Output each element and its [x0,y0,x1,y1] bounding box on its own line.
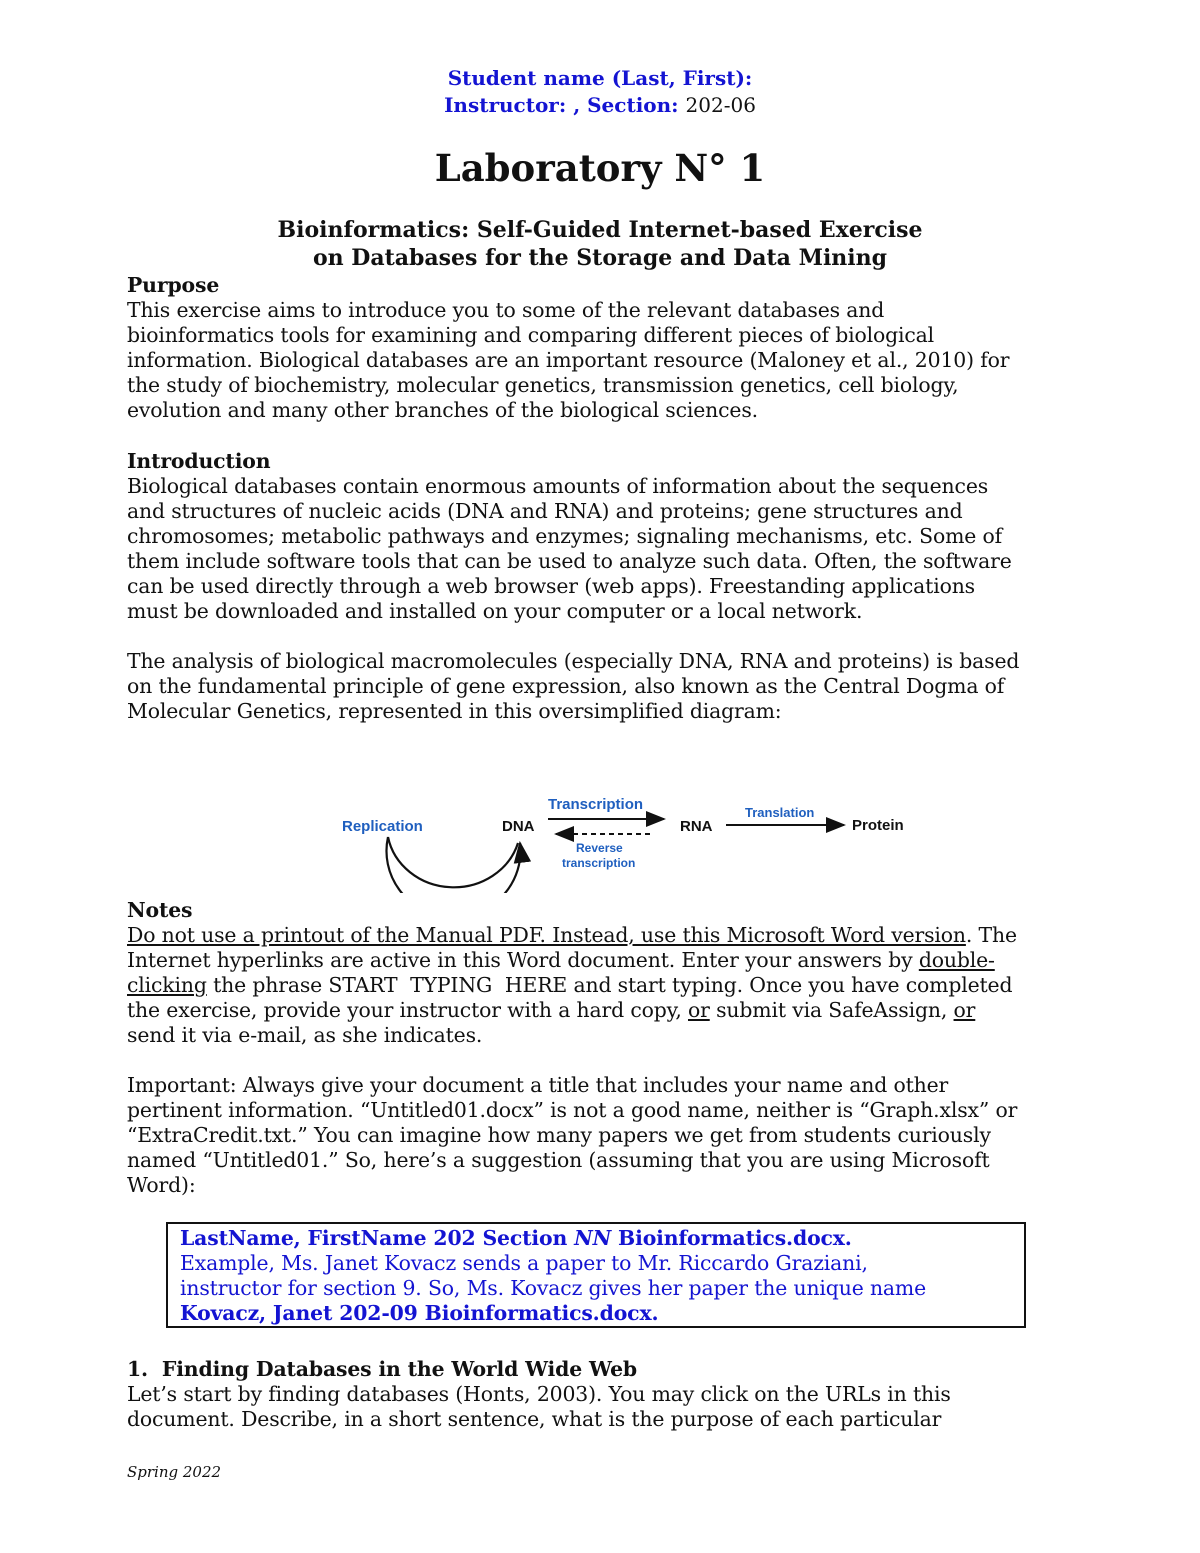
subtitle-line-1: Bioinformatics: Self-Guided Internet-based Exercise [277,217,923,243]
important-line: “ExtraCredit.txt.” You can imagine how many papers we get from students curiously [127,1123,991,1147]
replication-arc-bottom [388,837,518,887]
intro-line: them include software tools that can be used to analyze such data. Often, the software [127,549,1012,573]
introduction-heading: Introduction [127,449,271,473]
protein-label: Protein [852,817,904,834]
instructor-line [0,93,1200,117]
central-dogma-diagram [330,745,930,893]
intro-line: Molecular Genetics, represented in this oversimplified diagram: [127,699,782,723]
section-1-line: Let’s start by finding databases (Honts, 2003). You may click on the URLs in this [127,1382,951,1406]
rna-label: RNA [680,818,713,835]
replication-label: Replication [342,818,423,835]
subtitle-line-2: on Databases for the Storage and Data Mining [312,245,888,271]
notes-section [127,898,1087,1198]
example-line: Example, Ms. Janet Kovacz sends a paper to Mr. Riccardo Graziani, [180,1251,868,1275]
example-filename: Kovacz, Janet 202-09 Bioinformatics.docx. [180,1301,659,1325]
translation-label: Translation [745,805,815,820]
purpose-line: information. Biological databases are an important resource (Maloney et al., 2010) for [127,348,1010,372]
purpose-line: This exercise aims to introduce you to some of the relevant databases and [127,298,885,322]
page-title: Laboratory N° 1 [434,146,766,190]
important-line: Word): [127,1173,196,1197]
intro-line: and structures of nucleic acids (DNA and RNA) and proteins; gene structures and [127,499,963,523]
intro-line: on the fundamental principle of gene expression, also known as the Central Dogma of [127,674,1005,698]
page-footer: Spring 2022 [127,1463,222,1481]
section-1 [127,1357,1087,1432]
section-value: 202-06 [685,93,756,117]
student-name-label: Student name (Last, First): [447,66,753,90]
introduction-section [127,449,1087,724]
dna-label: DNA [502,818,535,835]
reverse-label-1: Reverse [576,841,623,855]
purpose-section [127,273,1087,423]
filename-template: LastName, FirstName 202 Section NN Bioinformatics.docx. [180,1226,852,1250]
intro-line: must be downloaded and installed on your computer or a local network. [127,599,863,623]
section-1-heading: 1. Finding Databases in the World Wide Web [127,1357,638,1381]
purpose-heading: Purpose [127,273,220,297]
purpose-line: the study of biochemistry, molecular genetics, transmission genetics, cell biology, [127,373,959,397]
reverse-label-2: transcription [562,856,636,870]
transcription-label: Transcription [548,796,644,813]
notes-line-1: Do not use a printout of the Manual PDF. Instead, use this Microsoft Word version. The [127,923,1017,947]
purpose-line: bioinformatics tools for examining and comparing different pieces of biological [127,323,935,347]
notes-line-4: the exercise, provide your instructor with a hard copy, or submit via SafeAssign, or [127,998,976,1022]
student-name-line [0,66,1200,90]
instructor-label: Instructor: [444,93,567,117]
section-1-line: document. Describe, in a short sentence, what is the purpose of each particular [127,1407,942,1431]
important-line: named “Untitled01.” So, here’s a suggestion (assuming that you are using Microsoft [127,1148,990,1172]
notes-underlined-warning: Do not use a printout of the Manual PDF. Instead, use this Microsoft Word version [127,923,966,947]
intro-line: can be used directly through a web browser (web apps). Freestanding applications [127,574,975,598]
notes-heading: Notes [127,898,193,922]
intro-line: chromosomes; metabolic pathways and enzymes; signaling mechanisms, etc. Some of [127,524,1003,548]
intro-line: The analysis of biological macromolecules (especially DNA, RNA and proteins) is based [127,649,1020,673]
replication-arc-top [386,837,520,893]
important-line: pertinent information. “Untitled01.docx” is not a good name, neither is “Graph.xlsx” or [127,1098,1018,1122]
purpose-line: evolution and many other branches of the biological sciences. [127,398,758,422]
notes-line-2: Internet hyperlinks are active in this Word document. Enter your answers by double- [127,948,995,972]
notes-line-5: send it via e-mail, as she indicates. [127,1023,483,1047]
filename-example-box [166,1222,1026,1328]
important-line: Important: Always give your document a title that includes your name and other [127,1073,949,1097]
example-line: instructor for section 9. So, Ms. Kovacz gives her paper the unique name [180,1276,927,1300]
section-label: , Section: [573,93,679,117]
notes-line-3: clicking the phrase START TYPING HERE and start typing. Once you have completed [127,973,1013,997]
intro-line: Biological databases contain enormous amounts of information about the sequences [127,474,989,498]
